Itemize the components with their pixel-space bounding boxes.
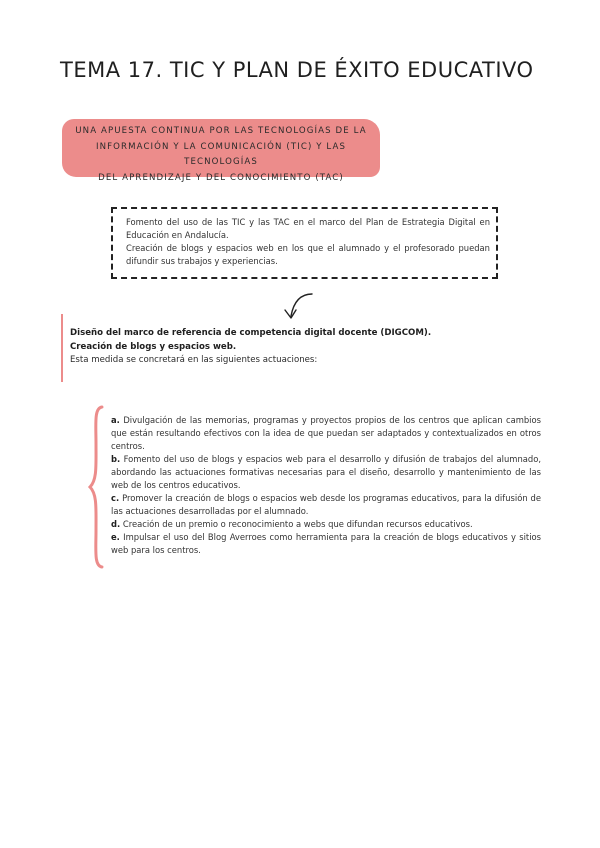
item-letter: e. [111, 532, 120, 542]
item-letter: b. [111, 454, 121, 464]
item-letter: c. [111, 493, 120, 503]
banner-line: UNA APUESTA CONTINUA POR LAS TECNOLOGÍAS DE LA [75, 126, 367, 136]
item-text: Promover la creación de blogs o espacios web desde los programas educativos, para la difusión de las actuaciones desarrolladas por el alumnado. [111, 493, 541, 516]
item-text: Fomento del uso de blogs y espacios web para el desarrollo y difusión de trabajos del alumnado, abordando las actuaciones formativas necesarias para el diseño, desarrollo y mantenimiento de las web de los centros educativos. [111, 454, 541, 490]
banner-line: INFORMACIÓN Y LA COMUNICACIÓN (TIC) Y LAS TECNOLOGÍAS [95, 141, 347, 167]
actions-list [111, 414, 541, 557]
page-title: TEMA 17. TIC Y PLAN DE ÉXITO EDUCATIVO [60, 58, 534, 82]
list-item [111, 518, 541, 531]
item-letter: a. [111, 415, 120, 425]
list-item [111, 492, 541, 518]
down-arrow-icon [280, 292, 320, 326]
item-text: Divulgación de las memorias, programas y proyectos propios de los centros que aplican cambios que están resultando efectivos con la idea de que puedan ser adaptados y contextualizados en otros centros. [111, 415, 542, 451]
list-item [111, 531, 541, 557]
section-bold-1: Diseño del marco de referencia de competencia digital docente (DIGCOM). [70, 328, 432, 338]
item-text: Creación de un premio o reconocimiento a webs que difundan recursos educativos. [122, 519, 473, 529]
box-paragraph-1: Fomento del uso de las TIC y las TAC en el marco del Plan de Estrategia Digital en Educación en Andalucía. [126, 217, 490, 240]
dashed-box-text [126, 216, 490, 268]
side-accent-bar [61, 314, 63, 382]
box-paragraph-2: Creación de blogs y espacios web en los que el alumnado y el profesorado puedan difundir sus trabajos y experiencias. [126, 243, 490, 266]
section-intro [70, 327, 530, 368]
section-bold-2: Creación de blogs y espacios web. [70, 341, 237, 352]
list-item [111, 414, 541, 453]
item-text: Impulsar el uso del Blog Averroes como herramienta para la creación de blogs educativos y sitios web para los centros. [111, 532, 542, 555]
banner-text [62, 124, 380, 186]
banner-line: DEL APRENDIZAJE Y DEL CONOCIMIENTO (TAC) [98, 172, 344, 183]
curly-brace-icon [88, 404, 106, 570]
item-letter: d. [111, 519, 121, 529]
section-normal: Esta medida se concretará en las siguientes actuaciones: [70, 355, 318, 365]
list-item [111, 453, 541, 492]
